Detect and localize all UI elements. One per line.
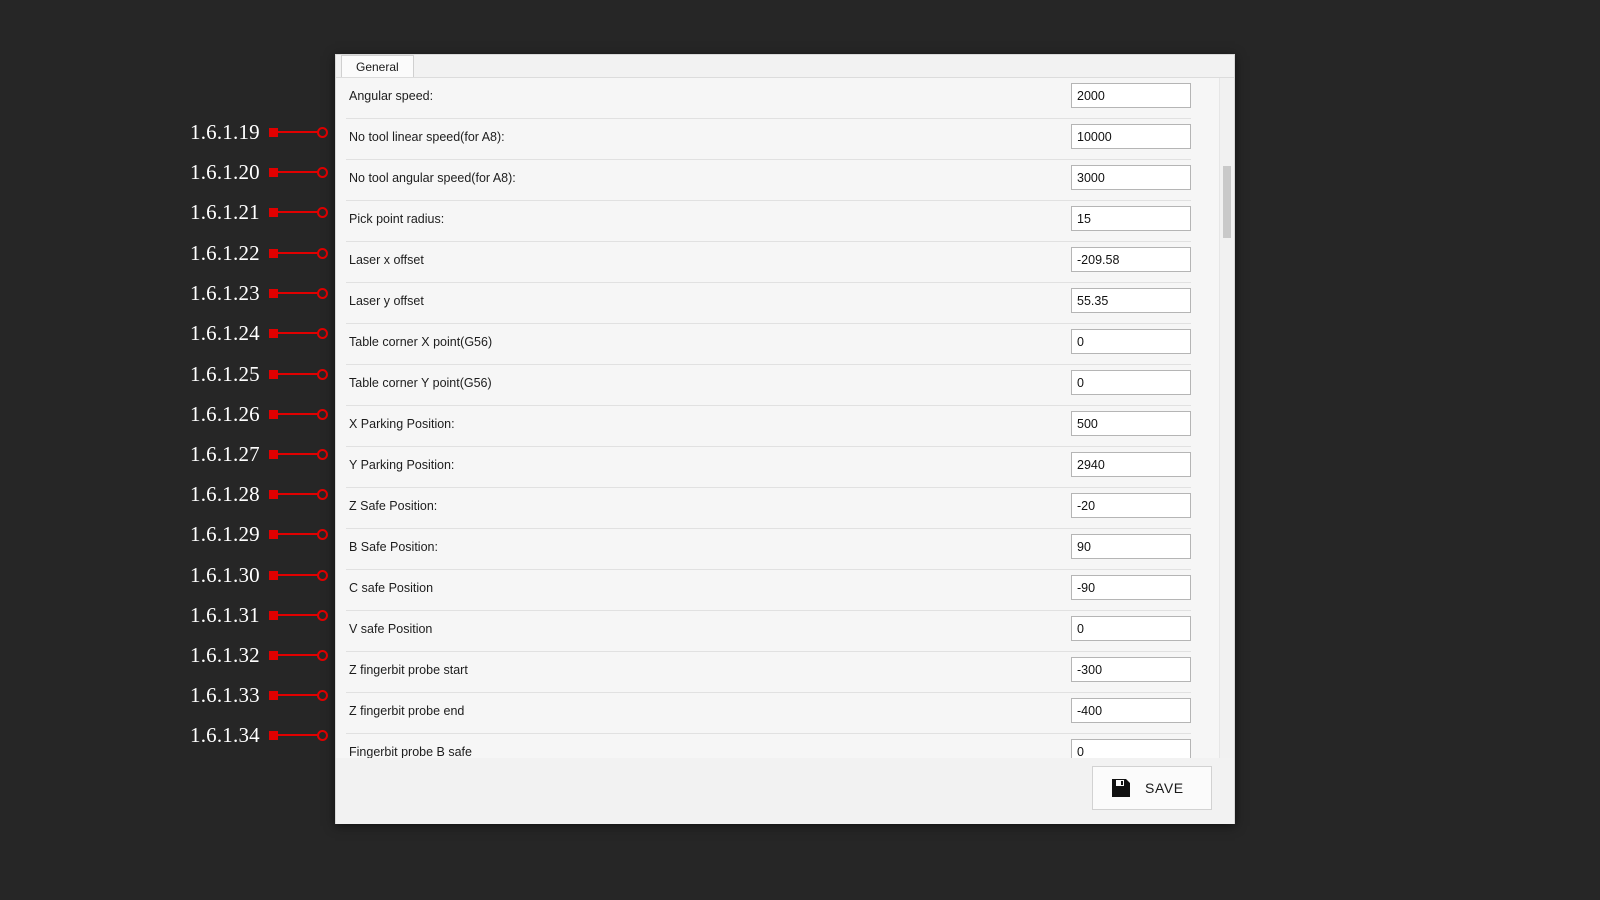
annotation-square-marker <box>269 249 278 258</box>
annotation-leader-line <box>278 413 318 415</box>
settings-row-input[interactable] <box>1071 329 1191 354</box>
annotation-square-marker <box>269 128 278 137</box>
settings-form-scroll-area <box>336 78 1234 758</box>
settings-row <box>346 488 1191 529</box>
annotation-callout-label: 1.6.1.30 <box>190 562 260 587</box>
annotation-leader-line <box>278 614 318 616</box>
dialog-footer <box>336 758 1234 824</box>
annotation-circle-marker <box>317 650 328 661</box>
settings-row <box>346 119 1191 160</box>
annotation-callout <box>190 120 328 144</box>
annotation-leader-line <box>278 332 318 334</box>
settings-row-label: Z Safe Position: <box>349 499 438 513</box>
annotation-callout <box>190 160 328 184</box>
annotation-leader-line <box>278 694 318 696</box>
annotation-leader-line <box>278 533 318 535</box>
settings-row-label: No tool angular speed(for A8): <box>349 171 516 185</box>
annotation-callout <box>190 241 328 265</box>
settings-row-input[interactable] <box>1071 411 1191 436</box>
settings-row <box>346 611 1191 652</box>
annotation-callout <box>190 563 328 587</box>
settings-row-input[interactable] <box>1071 165 1191 190</box>
settings-row <box>346 283 1191 324</box>
annotation-callout-label: 1.6.1.28 <box>190 481 260 506</box>
annotation-square-marker <box>269 691 278 700</box>
settings-row-input[interactable] <box>1071 288 1191 313</box>
settings-row <box>346 324 1191 365</box>
annotation-circle-marker <box>317 690 328 701</box>
settings-row-input[interactable] <box>1071 247 1191 272</box>
annotation-callout-label: 1.6.1.31 <box>190 602 260 627</box>
annotation-leader-line <box>278 453 318 455</box>
settings-row-label: No tool linear speed(for A8): <box>349 130 505 144</box>
annotation-callout-label: 1.6.1.34 <box>190 722 260 747</box>
settings-row-input[interactable] <box>1071 698 1191 723</box>
annotation-callout-label: 1.6.1.25 <box>190 361 260 386</box>
annotation-callout <box>190 643 328 667</box>
annotation-callout <box>190 482 328 506</box>
settings-row-label: Angular speed: <box>349 89 434 103</box>
settings-row-label: Laser x offset <box>349 253 424 267</box>
annotation-circle-marker <box>317 288 328 299</box>
annotation-circle-marker <box>317 328 328 339</box>
annotation-circle-marker <box>317 409 328 420</box>
annotation-square-marker <box>269 208 278 217</box>
annotation-square-marker <box>269 571 278 580</box>
settings-row <box>346 406 1191 447</box>
settings-row-label: Laser y offset <box>349 294 424 308</box>
settings-row <box>346 734 1191 758</box>
annotation-leader-line <box>278 574 318 576</box>
settings-row <box>346 447 1191 488</box>
annotation-circle-marker <box>317 570 328 581</box>
settings-row-label: Pick point radius: <box>349 212 445 226</box>
annotation-square-marker <box>269 370 278 379</box>
annotation-leader-line <box>278 734 318 736</box>
annotation-callout <box>190 683 328 707</box>
annotation-callout-label: 1.6.1.26 <box>190 401 260 426</box>
annotation-callout <box>190 321 328 345</box>
settings-row <box>346 570 1191 611</box>
settings-row-input[interactable] <box>1071 206 1191 231</box>
annotation-circle-marker <box>317 248 328 259</box>
settings-row <box>346 242 1191 283</box>
annotation-callout <box>190 402 328 426</box>
settings-row-input[interactable] <box>1071 575 1191 600</box>
annotation-leader-line <box>278 373 318 375</box>
annotation-callout-label: 1.6.1.21 <box>190 199 260 224</box>
annotation-square-marker <box>269 450 278 459</box>
settings-row-input[interactable] <box>1071 616 1191 641</box>
settings-row <box>346 78 1191 119</box>
annotation-leader-line <box>278 493 318 495</box>
settings-row-label: C safe Position <box>349 581 434 595</box>
settings-row-label: Y Parking Position: <box>349 458 455 472</box>
annotation-circle-marker <box>317 529 328 540</box>
annotation-callout-label: 1.6.1.19 <box>190 119 260 144</box>
annotation-callout-label: 1.6.1.22 <box>190 240 260 265</box>
annotation-leader-line <box>278 171 318 173</box>
settings-row-label: Z fingerbit probe end <box>349 704 465 718</box>
settings-row <box>346 160 1191 201</box>
save-button-label: SAVE <box>1145 780 1184 796</box>
annotation-callout-label: 1.6.1.32 <box>190 642 260 667</box>
settings-row-input[interactable] <box>1071 493 1191 518</box>
settings-row-input[interactable] <box>1071 83 1191 108</box>
scrollbar-thumb[interactable] <box>1223 166 1231 238</box>
annotation-circle-marker <box>317 167 328 178</box>
settings-row <box>346 365 1191 406</box>
settings-row <box>346 652 1191 693</box>
annotation-leader-line <box>278 211 318 213</box>
annotation-callout <box>190 442 328 466</box>
annotation-callout-label: 1.6.1.29 <box>190 521 260 546</box>
annotation-callout-label: 1.6.1.23 <box>190 280 260 305</box>
annotation-callout <box>190 200 328 224</box>
annotation-circle-marker <box>317 489 328 500</box>
settings-row <box>346 693 1191 734</box>
settings-row-input[interactable] <box>1071 739 1191 758</box>
tab-general-label: General <box>356 60 399 74</box>
annotation-callout-label: 1.6.1.24 <box>190 320 260 345</box>
tab-general[interactable] <box>341 55 414 77</box>
vertical-scrollbar[interactable] <box>1219 78 1234 758</box>
annotation-circle-marker <box>317 730 328 741</box>
annotation-callout <box>190 522 328 546</box>
annotation-square-marker <box>269 490 278 499</box>
annotation-square-marker <box>269 410 278 419</box>
annotation-circle-marker <box>317 610 328 621</box>
settings-row-label: Z fingerbit probe start <box>349 663 468 677</box>
settings-row-input[interactable] <box>1071 534 1191 559</box>
settings-dialog <box>335 54 1235 824</box>
annotation-leader-line <box>278 131 318 133</box>
annotation-circle-marker <box>317 449 328 460</box>
annotation-callout <box>190 723 328 747</box>
settings-form <box>336 78 1216 758</box>
annotation-leader-line <box>278 292 318 294</box>
settings-row-label: Fingerbit probe B safe <box>349 745 472 758</box>
annotation-callout-label: 1.6.1.33 <box>190 682 260 707</box>
annotation-square-marker <box>269 168 278 177</box>
floppy-disk-icon <box>1109 776 1133 800</box>
tab-strip <box>336 55 1234 78</box>
settings-row <box>346 201 1191 242</box>
annotation-leader-line <box>278 654 318 656</box>
settings-row-input[interactable] <box>1071 657 1191 682</box>
settings-row-input[interactable] <box>1071 124 1191 149</box>
annotation-callout-label: 1.6.1.27 <box>190 441 260 466</box>
annotation-circle-marker <box>317 127 328 138</box>
settings-row <box>346 529 1191 570</box>
annotation-callout <box>190 603 328 627</box>
annotation-square-marker <box>269 651 278 660</box>
annotation-leader-line <box>278 252 318 254</box>
settings-row-label: X Parking Position: <box>349 417 455 431</box>
settings-row-label: B Safe Position: <box>349 540 438 554</box>
annotation-circle-marker <box>317 207 328 218</box>
annotation-square-marker <box>269 329 278 338</box>
settings-row-input[interactable] <box>1071 452 1191 477</box>
annotation-square-marker <box>269 731 278 740</box>
settings-row-label: Table corner Y point(G56) <box>349 376 492 390</box>
settings-row-input[interactable] <box>1071 370 1191 395</box>
annotation-square-marker <box>269 611 278 620</box>
annotation-callout <box>190 281 328 305</box>
annotation-square-marker <box>269 289 278 298</box>
annotation-square-marker <box>269 530 278 539</box>
settings-row-label: V safe Position <box>349 622 433 636</box>
annotation-callout <box>190 362 328 386</box>
settings-row-label: Table corner X point(G56) <box>349 335 493 349</box>
annotation-callout-label: 1.6.1.20 <box>190 159 260 184</box>
annotation-circle-marker <box>317 369 328 380</box>
save-button[interactable] <box>1092 766 1212 810</box>
